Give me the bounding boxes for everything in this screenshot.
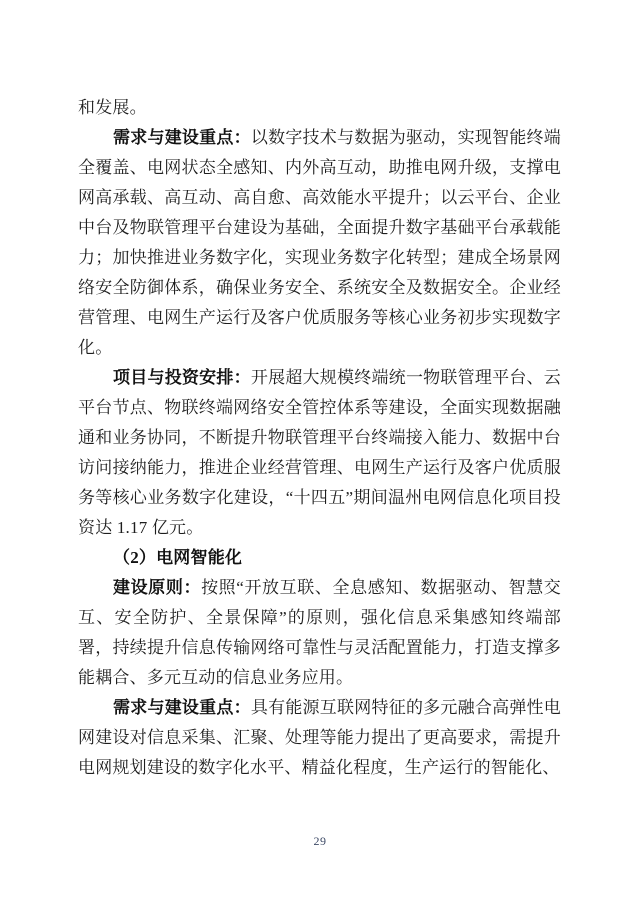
section-heading-grid-intelligence: （2）电网智能化 bbox=[113, 548, 243, 567]
paragraph-text: 和发展。 bbox=[78, 98, 147, 117]
paragraph-lead: 需求与建设重点： bbox=[113, 698, 251, 717]
paragraph-text: 具有能源互联网特征的多元融合高弹性电网建设对信息采集、汇聚、处理等能力提出了更高要求，需提升电网规划建设的数字化水平、精益化程度，生产运行的智能化、 bbox=[78, 698, 561, 777]
page-number: 29 bbox=[313, 834, 327, 848]
document-body bbox=[78, 93, 561, 783]
paragraph-requirements-2 bbox=[78, 693, 561, 783]
paragraph-text: 以数字技术与数据为驱动，实现智能终端全覆盖、电网状态全感知、内外高互动，助推电网升级，支撑电网高承载、高互动、高自愈、高效能水平提升；以云平台、企业中台及物联管理平台建设为基础，全面提升数字基础平台承载能力；加快推进业务数字化，实现业务数字化转型；建成全场景网络安全防御体系，确保业务安全、系统安全及数据安全。企业经营管理、电网生产运行及客户优质服务等核心业务初步实现数字化。 bbox=[78, 128, 561, 357]
paragraph-lead: 项目与投资安排： bbox=[113, 368, 251, 387]
paragraph-text: 按照“开放互联、全息感知、数据驱动、智慧交互、安全防护、全景保障”的原则，强化信息采集感知终端部署，持续提升信息传输网络可靠性与灵活配置能力，打造支撑多能耦合、多元互动的信息业务应用。 bbox=[78, 578, 562, 687]
paragraph-text: 开展超大规模终端统一物联管理平台、云平台节点、物联终端网络安全管控体系等建设，全面实现数据融通和业务协同，不断提升物联管理平台终端接入能力、数据中台访问接纳能力，推进企业经营管理、电网生产运行及客户优质服务等核心业务数字化建设，“十四五”期间温州电网信息化项目投资达 1.17 亿元。 bbox=[78, 368, 561, 537]
paragraph-principles bbox=[78, 573, 561, 693]
paragraph-investment bbox=[78, 363, 561, 543]
paragraph-lead: 建设原则： bbox=[113, 578, 202, 597]
page-footer bbox=[0, 832, 640, 850]
paragraph-lead: 需求与建设重点： bbox=[113, 128, 251, 147]
paragraph-requirements-1 bbox=[78, 123, 561, 363]
paragraph-continuation bbox=[78, 93, 561, 123]
